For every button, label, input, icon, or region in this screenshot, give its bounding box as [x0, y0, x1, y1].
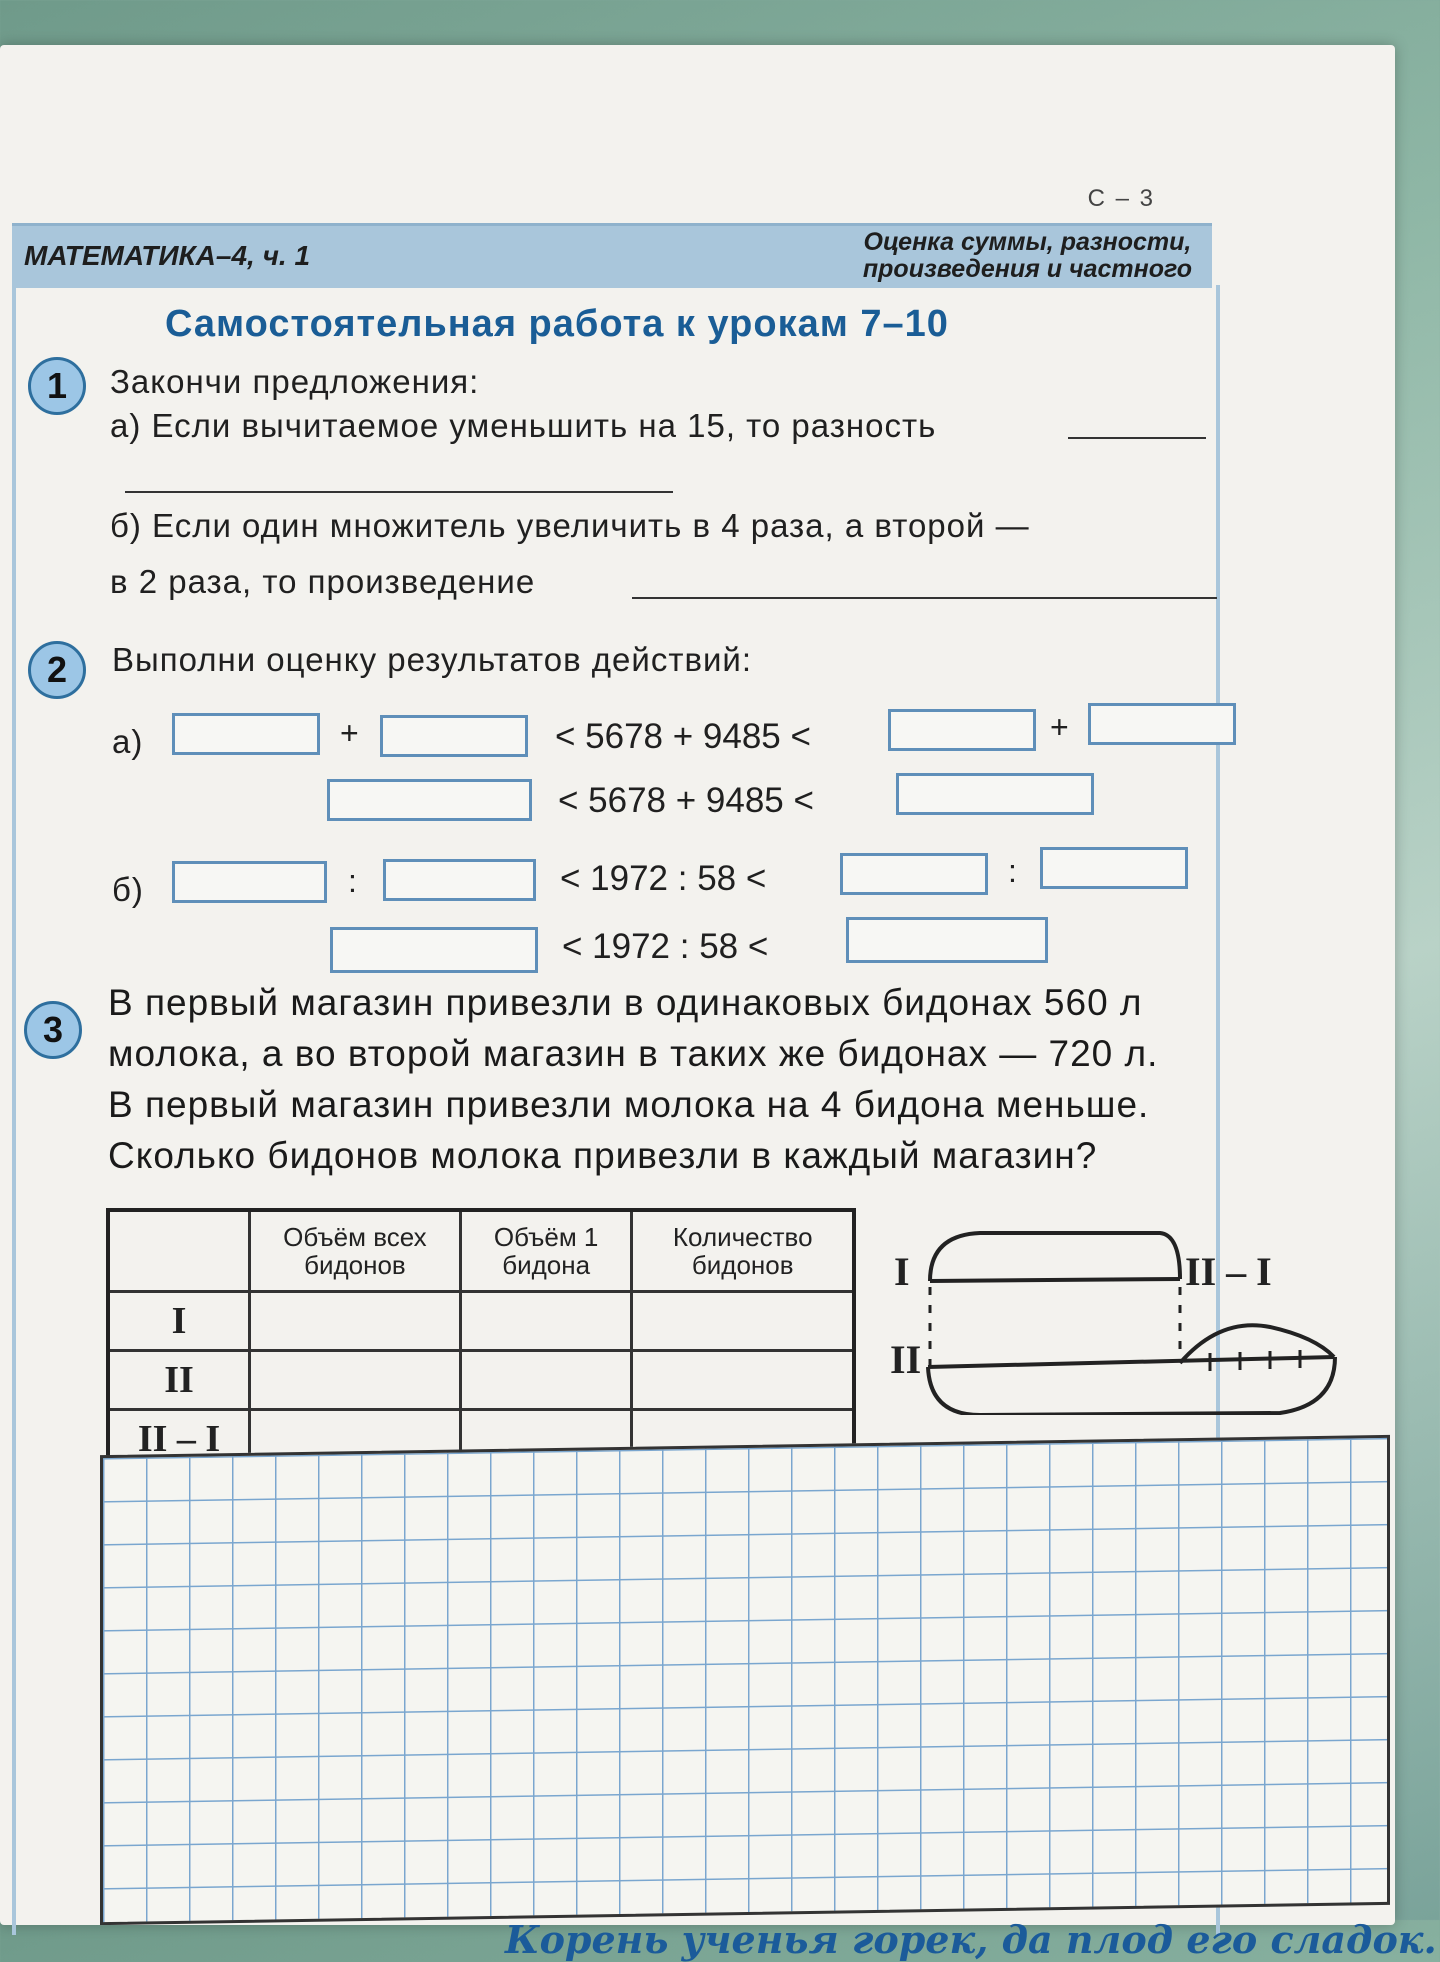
task-2b-colon-1: :: [348, 863, 357, 899]
grid-workspace[interactable]: [100, 1435, 1390, 1925]
task-2a-expression-1: < 5678 + 9485 <: [555, 717, 811, 756]
task-2b-expression-2: < 1972 : 58 <: [562, 927, 769, 966]
table-header-one-can: Объём 1 бидона: [460, 1210, 632, 1292]
table-cell[interactable]: [250, 1351, 461, 1410]
table-header-count: Количество бидонов: [632, 1210, 854, 1292]
task-3-line-2: молока, а во второй магазин в таких же бидонах — 720 л.: [108, 1033, 1159, 1074]
footer-motto: Корень ученья горек, да плод его сладок.: [505, 1917, 1437, 1962]
topic-line-1: Оценка суммы, разности,: [863, 228, 1192, 256]
table-cell[interactable]: [460, 1351, 632, 1410]
header-bar: [12, 223, 1212, 288]
task-2b-label: б): [112, 871, 144, 908]
task-2-prompt: Выполни оценку результатов действий:: [112, 641, 753, 678]
task-3-text: [108, 977, 1158, 1181]
scheme-label-diff: II – I: [1185, 1249, 1272, 1294]
task-2a-box-6[interactable]: [896, 773, 1094, 815]
task-3-line-4: Сколько бидонов молока привезли в каждый магазин?: [108, 1135, 1098, 1176]
task-2b-box-1[interactable]: [172, 861, 327, 903]
table-header-total-volume: Объём всех бидонов: [250, 1210, 461, 1292]
task-1a-answer-line-1[interactable]: [1068, 437, 1206, 439]
table-row-label-2: II: [108, 1351, 250, 1410]
scheme-segment-1: [930, 1279, 1180, 1281]
task-1b-text-line-1: б) Если один множитель увеличить в 4 раза, а второй —: [110, 507, 1030, 544]
task-2a-box-3[interactable]: [888, 709, 1036, 751]
task-2a-plus-2: +: [1050, 709, 1069, 745]
task-2b-colon-2: :: [1008, 853, 1017, 889]
table-header-empty: [108, 1210, 250, 1292]
topic-title: [863, 229, 1192, 283]
task-2b-box-5[interactable]: [330, 927, 538, 973]
task-2a-box-1[interactable]: [172, 713, 320, 755]
task-1-number: 1: [28, 357, 86, 415]
table-row: [108, 1292, 854, 1351]
task-2b-box-6[interactable]: [846, 917, 1048, 963]
task-2a-box-4[interactable]: [1088, 703, 1236, 745]
page-title: Самостоятельная работа к урокам 7–10: [165, 303, 949, 345]
table-row-label-3: II – I: [108, 1410, 250, 1470]
task-2a-plus-1: +: [340, 715, 359, 751]
task-2b-box-4[interactable]: [1040, 847, 1188, 889]
task-1a-answer-line-2[interactable]: [125, 491, 673, 493]
scheme-arc-1: [930, 1233, 1180, 1281]
task-2a-expression-2: < 5678 + 9485 <: [558, 781, 814, 820]
workbook-page: [0, 45, 1437, 1962]
topic-line-2: произведения и частного: [862, 255, 1192, 283]
task-2-number: 2: [28, 641, 86, 699]
table-row-label-1: I: [108, 1292, 250, 1351]
task-1b-answer-line[interactable]: [632, 597, 1217, 599]
task-3-line-3: В первый магазин привезли молока на 4 бидона меньше.: [108, 1084, 1150, 1125]
table-row: [108, 1351, 854, 1410]
table-cell[interactable]: [250, 1292, 461, 1351]
task-3-number: 3: [24, 1001, 82, 1059]
table-cell[interactable]: [632, 1351, 854, 1410]
table-header-row: [108, 1210, 854, 1292]
task-3-table: [106, 1208, 856, 1471]
task-2a-label: а): [112, 723, 144, 760]
page-code: С – 3: [1087, 185, 1155, 212]
book-title: МАТЕМАТИКА–4, ч. 1: [24, 240, 311, 271]
task-3-line-1: В первый магазин привезли в одинаковых бидонах 560 л: [108, 982, 1143, 1023]
scheme-label-2: II: [890, 1337, 922, 1382]
table-cell[interactable]: [460, 1292, 632, 1351]
task-2b-expression-1: < 1972 : 58 <: [560, 859, 767, 898]
task-2a-box-2[interactable]: [380, 715, 528, 757]
scheme-segment-2: [928, 1357, 1334, 1367]
task-1-prompt: Закончи предложения:: [110, 363, 480, 400]
table-cell[interactable]: [632, 1292, 854, 1351]
task-3-scheme: [890, 1215, 1350, 1415]
task-1a-text: а) Если вычитаемое уменьшить на 15, то разность: [110, 407, 937, 444]
task-2a-box-5[interactable]: [327, 779, 532, 821]
task-1b-text-line-2: в 2 раза, то произведение: [110, 563, 536, 600]
task-2b-box-3[interactable]: [840, 853, 988, 895]
scheme-label-1: I: [894, 1249, 910, 1294]
task-2b-box-2[interactable]: [383, 859, 536, 901]
